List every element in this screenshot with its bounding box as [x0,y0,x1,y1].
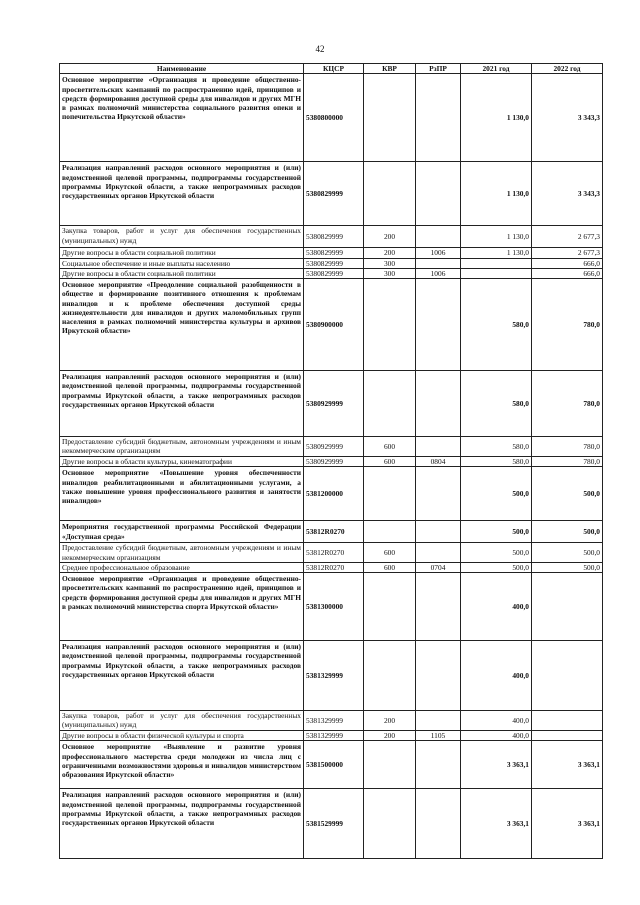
cell-2021: 400,0 [461,573,532,641]
cell-2022: 666,0 [532,258,603,268]
cell-rzpr [416,74,461,162]
cell-kvr: 200 [364,226,416,248]
table-row [60,74,603,162]
cell-kcsr: 5381529999 [304,789,364,859]
table-row [60,573,603,641]
table-row [60,457,603,467]
cell-name: Основное мероприятие «Повышение уровня обеспеченности инвалидов реабилитационными и абилитационными услугами, а также повышение уровня профессионального развития и занятости инвалидов» [60,467,304,521]
table-row [60,741,603,789]
cell-kcsr: 53812R0270 [304,543,364,563]
cell-2022: 3 363,1 [532,789,603,859]
cell-kvr [364,467,416,521]
cell-kcsr: 5380829999 [304,226,364,248]
cell-kvr: 300 [364,268,416,278]
cell-kcsr: 5381329999 [304,641,364,711]
cell-2021: 400,0 [461,731,532,741]
cell-2021: 580,0 [461,279,532,371]
cell-2021: 500,0 [461,543,532,563]
cell-rzpr [416,467,461,521]
table-row [60,521,603,543]
table-row [60,279,603,371]
cell-kvr: 200 [364,248,416,258]
budget-table [59,63,603,859]
cell-rzpr: 0704 [416,562,461,572]
cell-2021: 580,0 [461,371,532,437]
cell-kcsr: 5380900000 [304,279,364,371]
cell-rzpr [416,371,461,437]
cell-2021: 1 130,0 [461,226,532,248]
cell-kvr: 600 [364,457,416,467]
cell-rzpr [416,279,461,371]
cell-kcsr: 5380929999 [304,371,364,437]
cell-name: Основное мероприятие «Организация и проведение общественно-просветительских кампаний по распространению идей, принципов и средств формирования доступной среды для инвалидов и других МГН в рамках полномочий министерства социального развития опеки и попечительства Иркутской области» [60,74,304,162]
cell-kcsr: 5381500000 [304,741,364,789]
cell-name: Социальное обеспечение и иные выплаты населению [60,258,304,268]
cell-kvr [364,162,416,226]
cell-kvr [364,789,416,859]
cell-kcsr: 5380929999 [304,437,364,457]
cell-name: Реализация направлений расходов основного мероприятия и (или) ведомственной целевой программы, подпрограммы государственной программы Иркутской области, а также непрограммных расходов государственных органов Иркутской области [60,162,304,226]
cell-name: Среднее профессиональное образование [60,562,304,572]
cell-2021: 400,0 [461,641,532,711]
cell-2021: 1 130,0 [461,74,532,162]
table-row [60,731,603,741]
cell-2021: 3 363,1 [461,741,532,789]
table-row [60,258,603,268]
cell-2021: 500,0 [461,467,532,521]
cell-rzpr [416,258,461,268]
cell-2021 [461,258,532,268]
cell-kcsr: 5381300000 [304,573,364,641]
cell-name: Другие вопросы в области социальной политики [60,268,304,278]
cell-2022: 500,0 [532,543,603,563]
cell-name: Предоставление субсидий бюджетным, автономным учреждениям и иным некоммерческим организациям [60,437,304,457]
cell-2022: 780,0 [532,437,603,457]
cell-kcsr: 5380929999 [304,457,364,467]
cell-2022: 500,0 [532,521,603,543]
cell-rzpr [416,543,461,563]
cell-name: Реализация направлений расходов основного мероприятия и (или) ведомственной целевой программы, подпрограммы государственной программы Иркутской области, а также непрограммных расходов государственных органов Иркутской области [60,641,304,711]
cell-2022: 500,0 [532,467,603,521]
cell-kvr: 600 [364,437,416,457]
table-row [60,226,603,248]
cell-2022 [532,711,603,731]
cell-rzpr [416,789,461,859]
cell-name: Предоставление субсидий бюджетным, автономным учреждениям и иным некоммерческим организациям [60,543,304,563]
cell-kvr [364,74,416,162]
cell-2021: 1 130,0 [461,248,532,258]
cell-2021: 500,0 [461,521,532,543]
cell-2022: 780,0 [532,371,603,437]
cell-name: Другие вопросы в области культуры, кинематографии [60,457,304,467]
cell-2021: 3 363,1 [461,789,532,859]
table-row [60,467,603,521]
cell-2022: 3 363,1 [532,741,603,789]
cell-rzpr: 0804 [416,457,461,467]
cell-2021 [461,268,532,278]
cell-kcsr: 53812R0270 [304,521,364,543]
cell-name: Реализация направлений расходов основного мероприятия и (или) ведомственной целевой программы, подпрограммы государственной программы Иркутской области, а также непрограммных расходов государственных органов Иркутской области [60,371,304,437]
table-row [60,248,603,258]
cell-name: Закупка товаров, работ и услуг для обеспечения государственных (муниципальных) нужд [60,226,304,248]
table-row [60,371,603,437]
cell-rzpr: 1006 [416,248,461,258]
cell-kvr: 300 [364,258,416,268]
cell-2021: 1 130,0 [461,162,532,226]
cell-kvr: 600 [364,562,416,572]
table-row [60,562,603,572]
table-row [60,437,603,457]
cell-2022: 2 677,3 [532,226,603,248]
cell-name: Реализация направлений расходов основного мероприятия и (или) ведомственной целевой программы, подпрограммы государственной программы Иркутской области, а также непрограммных расходов государственных органов Иркутской области [60,789,304,859]
cell-kcsr: 5381329999 [304,711,364,731]
cell-2022: 780,0 [532,279,603,371]
cell-kcsr: 5380829999 [304,162,364,226]
cell-rzpr [416,741,461,789]
table-row [60,268,603,278]
cell-rzpr: 1105 [416,731,461,741]
cell-kcsr: 5381329999 [304,731,364,741]
cell-2021: 580,0 [461,457,532,467]
cell-rzpr [416,711,461,731]
cell-rzpr [416,641,461,711]
cell-2022: 3 343,3 [532,162,603,226]
cell-rzpr [416,226,461,248]
cell-kcsr: 5380829999 [304,248,364,258]
table-row [60,641,603,711]
cell-name: Закупка товаров, работ и услуг для обеспечения государственных (муниципальных) нужд [60,711,304,731]
cell-rzpr [416,521,461,543]
cell-kcsr: 5381200000 [304,467,364,521]
cell-kvr: 200 [364,711,416,731]
cell-2022: 2 677,3 [532,248,603,258]
header-kvr: КВР [364,64,416,74]
cell-kvr: 200 [364,731,416,741]
cell-kcsr: 5380829999 [304,258,364,268]
header-rzpr: РзПР [416,64,461,74]
cell-name: Основное мероприятие «Организация и проведение общественно-просветительских кампаний по распространению идей, принципов и средств формирования доступной среды для инвалидов и других МГН в рамках полномочий министерства спорта Иркутской области» [60,573,304,641]
cell-2022: 780,0 [532,457,603,467]
cell-rzpr [416,162,461,226]
cell-2021: 400,0 [461,711,532,731]
cell-name: Другие вопросы в области физической культуры и спорта [60,731,304,741]
cell-2022 [532,641,603,711]
cell-name: Основное мероприятие «Преодоление социальной разобщенности в обществе и формирование позитивного отношения к проблемам инвалидов и к проблеме обеспечения доступной среды жизнедеятельности для инвалидов и других маломобильных групп населения в рамках полномочий министерства культуры и архивов Иркутской области» [60,279,304,371]
cell-kvr: 600 [364,543,416,563]
cell-kvr [364,279,416,371]
header-name: Наименование [60,64,304,74]
cell-rzpr [416,437,461,457]
cell-kcsr: 5380829999 [304,268,364,278]
cell-kcsr: 53812R0270 [304,562,364,572]
cell-2022: 666,0 [532,268,603,278]
cell-name: Основное мероприятие «Выявление и развитие уровня профессионального мастерства среди молодежи из числа лиц с ограниченными возможностями здоровья и инвалидов министерством образования Иркутской области» [60,741,304,789]
page-number: 42 [315,44,325,54]
table-row [60,711,603,731]
cell-2021: 580,0 [461,437,532,457]
cell-2022 [532,573,603,641]
cell-kvr [364,741,416,789]
cell-rzpr [416,573,461,641]
table-row [60,162,603,226]
cell-2022 [532,731,603,741]
header-2021: 2021 год [461,64,532,74]
cell-name: Другие вопросы в области социальной политики [60,248,304,258]
table-row [60,789,603,859]
cell-2022: 3 343,3 [532,74,603,162]
table-row [60,543,603,563]
cell-2021: 500,0 [461,562,532,572]
header-kcsr: КЦСР [304,64,364,74]
cell-rzpr: 1006 [416,268,461,278]
cell-kvr [364,371,416,437]
cell-name: Мероприятия государственной программы Российской Федерации «Доступная среда» [60,521,304,543]
cell-kvr [364,521,416,543]
table-header-row [60,64,603,74]
cell-kvr [364,641,416,711]
header-2022: 2022 год [532,64,603,74]
cell-2022: 500,0 [532,562,603,572]
cell-kvr [364,573,416,641]
cell-kcsr: 5380800000 [304,74,364,162]
